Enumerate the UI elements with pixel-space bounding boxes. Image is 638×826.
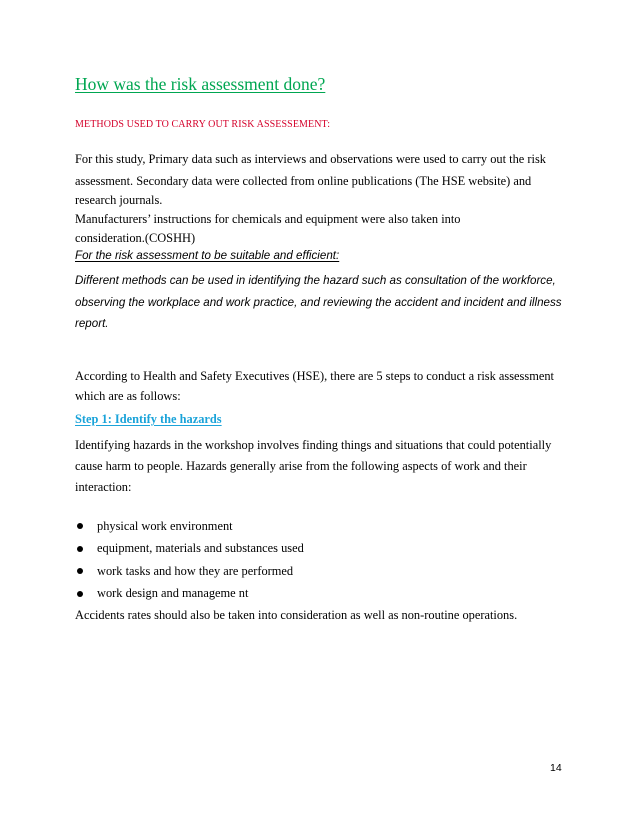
list-item (75, 538, 304, 561)
paragraph-line: For this study, Primary data such as interviews and observations were used to carry out the risk (75, 152, 546, 166)
bullet-icon (77, 523, 83, 529)
paragraph-line: Identifying hazards in the workshop involves finding things and situations that could potentially (75, 438, 552, 452)
list-item (75, 583, 304, 606)
paragraph-line: assessment. Secondary data were collected from online publications (The HSE website) and (75, 174, 532, 188)
list-item-text: equipment, materials and substances used (97, 541, 304, 556)
paragraph-identify-hazards (75, 436, 551, 499)
step-heading: Step 1: Identify the hazards (75, 412, 222, 426)
page-number: 14 (550, 762, 562, 774)
list-item-text: work tasks and how they are performed (97, 563, 294, 578)
bullet-icon (77, 568, 83, 574)
paragraph-line: Manufacturers’ instructions for chemicals and equipment were also taken into (75, 212, 461, 226)
paragraph-line: According to Health and Safety Executives (HSE), there are 5 steps to conduct a risk assessment (75, 369, 554, 383)
paragraph-line: cause harm to people. Hazards generally arise from the following aspects of work and their (75, 459, 527, 473)
list-item-text: physical work environment (97, 518, 233, 533)
paragraph-line: interaction: (75, 480, 132, 494)
italic-line: Different methods can be used in identifying the hazard such as consultation of the workforce, (75, 274, 556, 287)
methods-heading: METHODS USED TO CARRY OUT RISK ASSESSEMENT: (75, 119, 331, 130)
hazard-aspects-list (75, 515, 304, 605)
list-item (75, 560, 304, 583)
section-heading: How was the risk assessment done? (75, 74, 326, 94)
paragraph-line: consideration.(COSHH) (75, 231, 196, 245)
paragraph-hse-steps (75, 367, 554, 407)
italic-paragraph (75, 270, 562, 335)
paragraph-accident-rates: Accidents rates should also be taken into consideration as well as non-routine operations. (75, 608, 518, 622)
paragraph-line: which are as follows: (75, 389, 181, 403)
paragraph-primary-secondary-data (75, 150, 546, 248)
list-item (75, 515, 304, 538)
paragraph-line: research journals. (75, 193, 163, 207)
bullet-icon (77, 546, 83, 552)
list-item-text: work design and manageme nt (97, 586, 249, 601)
italic-line: report. (75, 317, 109, 330)
bullet-icon (77, 591, 83, 597)
italic-line: observing the workplace and work practice, and reviewing the accident and incident and illness (75, 295, 562, 309)
italic-subheading: For the risk assessment to be suitable and efficient: (75, 249, 340, 262)
